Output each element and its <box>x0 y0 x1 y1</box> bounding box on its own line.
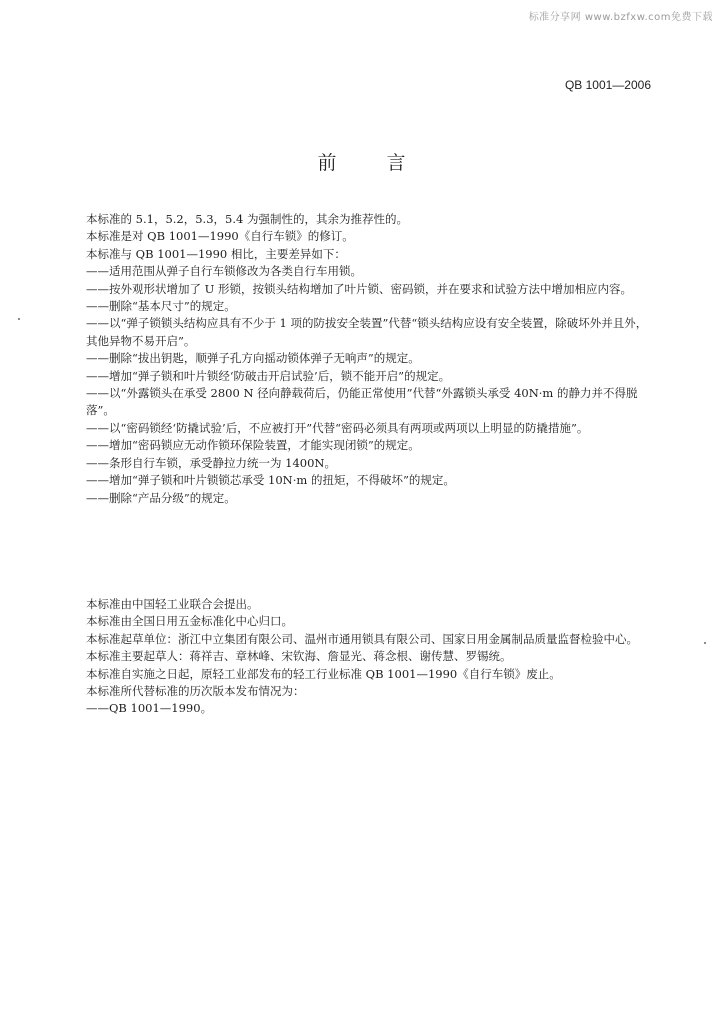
paragraph: 本标准主要起草人：蒋祥吉、章林峰、宋钦海、詹显光、蒋念根、谢传慧、罗锡统。 <box>86 649 512 664</box>
paragraph: ——增加“弹子锁和叶片锁经‘防破击开启试验’后，锁不能开启”的规定。 <box>86 368 451 383</box>
paragraph: ——增加“弹子锁和叶片锁锁芯承受 10N·m 的扭矩，不得破坏”的规定。 <box>86 473 455 488</box>
scan-speck <box>704 642 706 644</box>
paragraph: ——删除“产品分级”的规定。 <box>86 490 236 505</box>
standard-code: QB 1001—2006 <box>564 78 651 92</box>
paragraph: ——QB 1001—1990。 <box>86 701 213 716</box>
foreword-body <box>86 211 654 507</box>
paragraph: ——以“密码锁经‘防撬试验’后，不应被打开”代替“密码必须具有两项或两项以上明显的防撬措施”。 <box>86 420 589 435</box>
paragraph: 本标准起草单位：浙江中立集团有限公司、温州市通用锁具有限公司、国家日用金属制品质量监督检验中心。 <box>86 631 638 646</box>
page-title: 前 言 <box>317 152 428 174</box>
paragraph: 本标准自实施之日起，原轻工业部发布的轻工行业标准 QB 1001—1990《自行车锁》废止。 <box>86 666 561 681</box>
paragraph: ——增加“密码锁应无动作锁环保险装置，才能实现闭锁”的规定。 <box>86 438 420 453</box>
paragraph: ——适用范围从弹子自行车锁修改为各类自行车用锁。 <box>86 264 362 279</box>
paragraph: 本标准是对 QB 1001—1990《自行车锁》的修订。 <box>86 229 354 244</box>
paragraph: 本标准由中国轻工业联合会提出。 <box>86 597 259 611</box>
paragraph: 本标准由全国日用五金标准化中心归口。 <box>86 614 293 629</box>
paragraph: ——删除“基本尺寸”的规定。 <box>86 299 236 314</box>
paragraph: ——删除“拔出钥匙，顺弹子孔方向摇动锁体弹子无响声”的规定。 <box>86 351 420 366</box>
paragraph: 本标准所代替标准的历次版本发布情况为： <box>86 684 305 699</box>
paragraph: ——以“弹子锁锁头结构应具有不少于 1 项的防拔安全装置”代替“锁头结构应设有安全装置，除破坏外并且外，其他异物不易开启”。 <box>86 316 648 348</box>
paragraph: ——条形自行车锁，承受静拉力统一为 1400N。 <box>86 455 336 470</box>
paragraph: ——以“外露锁头在承受 2800 N 径向静载荷后，仍能正常使用”代替“外露锁头承受 40N·m 的静力并不得脱落”。 <box>86 386 638 418</box>
paragraph: 本标准的 5.1，5.2，5.3，5.4 为强制性的，其余为推荐性的。 <box>86 212 408 226</box>
watermark: 标准分享网 www.bzfxw.com免费下载 <box>528 12 713 23</box>
paragraph: ——按外观形状增加了 U 形锁，按锁头结构增加了叶片锁、密码锁，并在要求和试验方法中增加相应内容。 <box>86 281 632 296</box>
scan-speck <box>18 318 20 320</box>
paragraph: 本标准与 QB 1001—1990 相比，主要差异如下： <box>86 246 346 261</box>
foreword-credits <box>86 596 654 718</box>
